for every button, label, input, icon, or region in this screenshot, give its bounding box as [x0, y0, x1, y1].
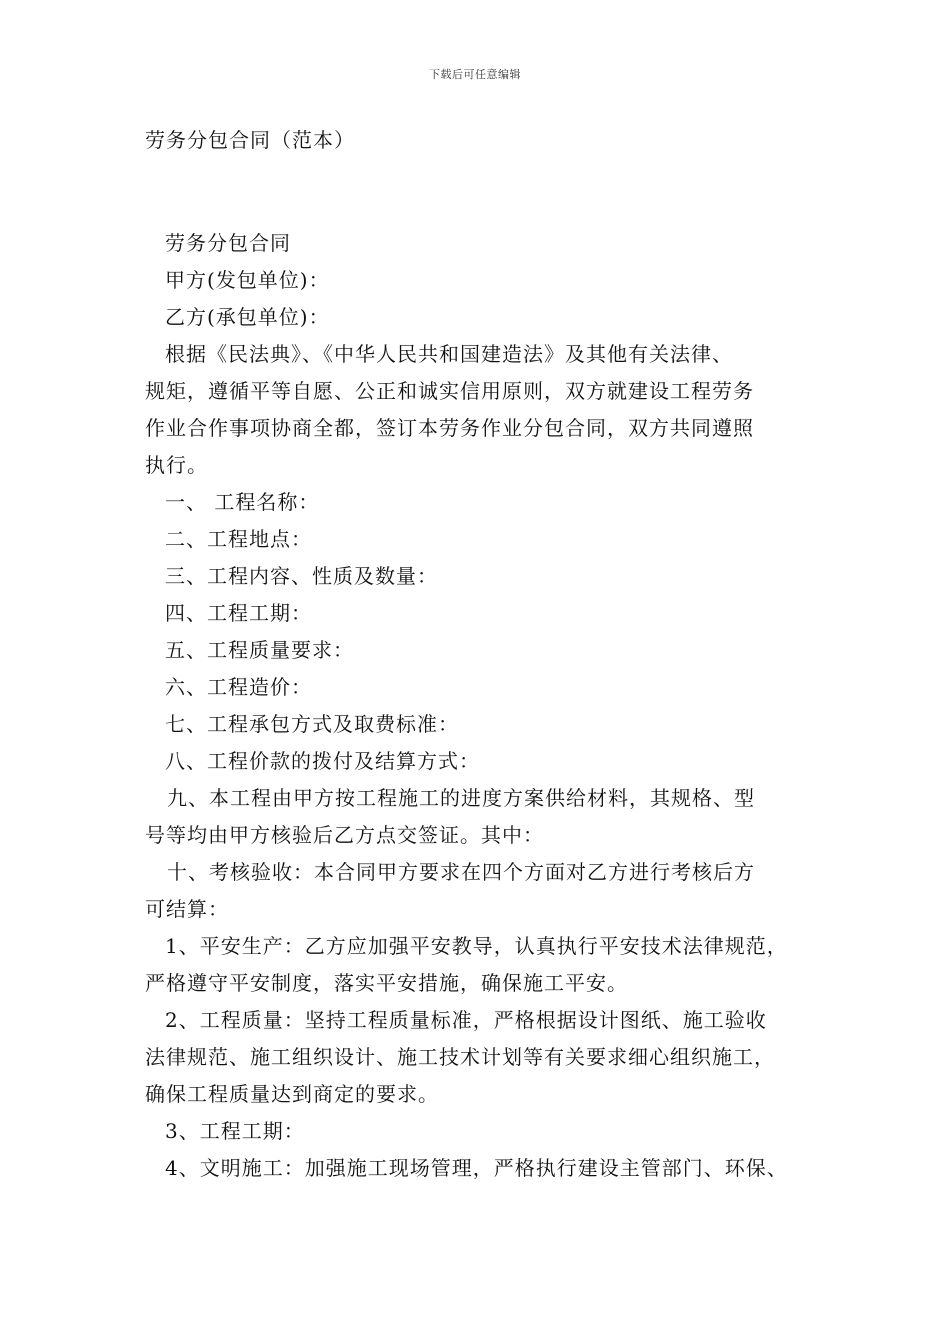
clause-ten-line: 可结算： [145, 897, 229, 921]
sub-clause-4: 4、文明施工：加强施工现场管理，严格执行建设主管部门、环保、 [165, 1156, 788, 1180]
intro-line: 根据《民法典》、《中华人民共和国建造法》及其他有关法律、 [165, 342, 733, 366]
clause-item: 六、工程造价： [165, 675, 312, 699]
contract-heading: 劳务分包合同 [165, 231, 291, 255]
clause-item: 一、 工程名称： [165, 490, 320, 514]
sub-clause-line: 严格遵守平安制度，落实平安措施，确保施工平安。 [145, 971, 628, 995]
sub-clause-line: 确保工程质量达到商定的要求。 [145, 1082, 439, 1106]
clause-ten [145, 854, 835, 928]
clause-nine-line: 号等均由甲方核验后乙方点交签证。其中： [145, 823, 544, 847]
intro-line: 规矩，遵循平等自愿、公正和诚实信用原则，双方就建设工程劳务 [145, 379, 754, 403]
document-body [145, 225, 835, 1187]
clause-nine [145, 780, 835, 854]
clause-item: 七、工程承包方式及取费标准： [165, 712, 459, 736]
document-title: 劳务分包合同（范本） [145, 128, 355, 152]
clause-item: 四、工程工期： [165, 601, 312, 625]
clause-ten-line: 十、考核验收：本合同甲方要求在四个方面对乙方进行考核后方 [167, 860, 755, 884]
sub-clause-line: 2、工程质量：坚持工程质量标准，严格根据设计图纸、施工验收 [165, 1008, 767, 1032]
clause-nine-line: 九、本工程由甲方按工程施工的进度方案供给材料，其规格、型 [167, 786, 755, 810]
party-b-line: 乙方(承包单位)： [165, 305, 330, 329]
clause-item: 三、工程内容、性质及数量： [165, 564, 438, 588]
party-a-line: 甲方(发包单位)： [165, 268, 330, 292]
sub-clause-1 [145, 928, 835, 1002]
sub-clause-line: 1、平安生产：乙方应加强平安教导，认真执行平安技术法律规范， [165, 934, 788, 958]
clause-item: 八、工程价款的拨付及结算方式： [165, 749, 480, 773]
intro-line: 作业合作事项协商全都，签订本劳务作业分包合同，双方共同遵照 [145, 416, 754, 440]
sub-clause-3: 3、工程工期： [165, 1119, 305, 1143]
clause-item: 五、工程质量要求： [165, 638, 354, 662]
page-header-note: 下载后可任意编辑 [429, 68, 521, 81]
clause-item: 二、工程地点： [165, 527, 312, 551]
sub-clause-line: 法律规范、施工组织设计、施工技术计划等有关要求细心组织施工， [145, 1045, 775, 1069]
sub-clause-2 [145, 1002, 835, 1113]
intro-paragraph [145, 336, 835, 484]
intro-line: 执行。 [145, 453, 208, 477]
